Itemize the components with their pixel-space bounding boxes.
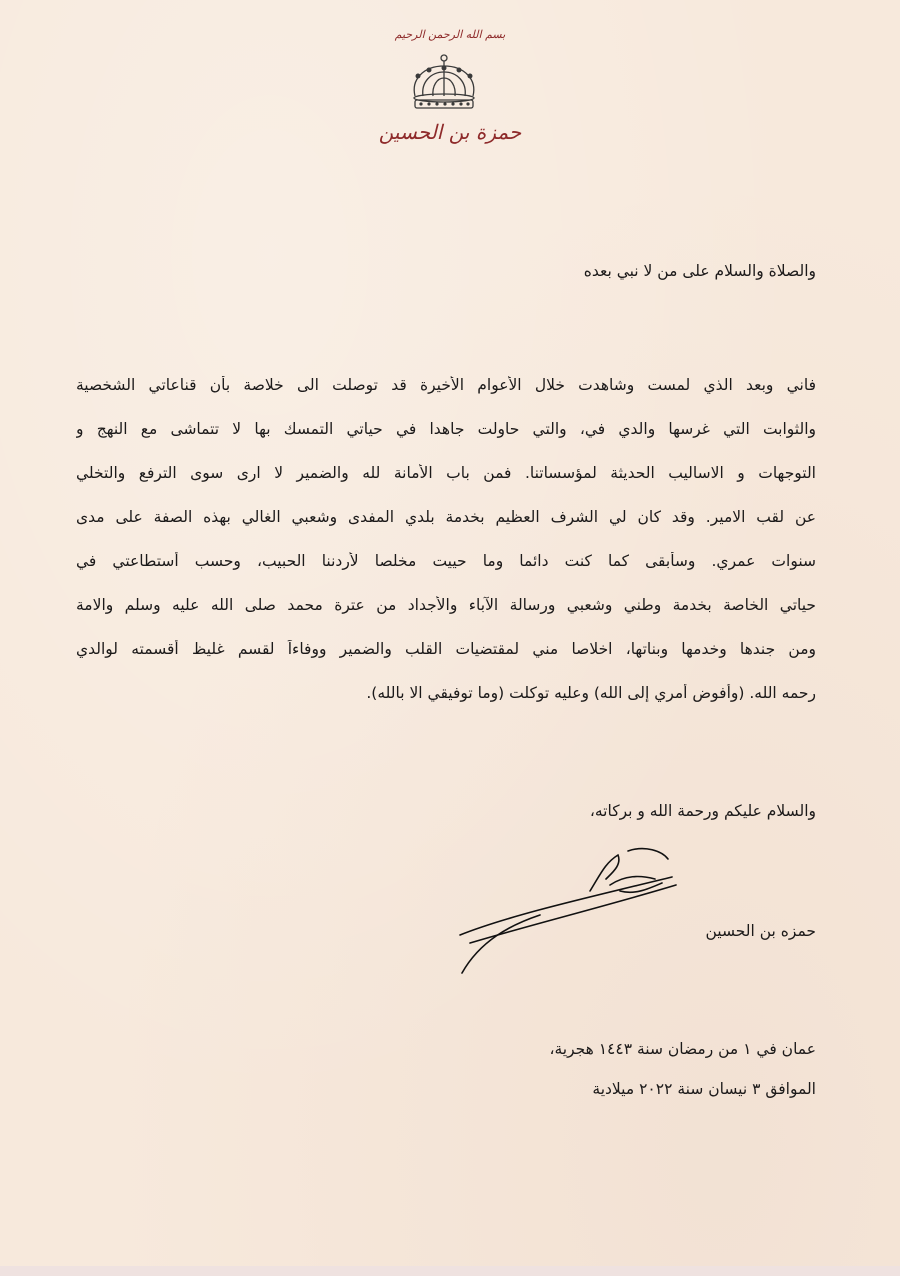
date-gregorian: الموافق ٣ نيسان سنة ٢٠٢٢ ميلادية [592,1080,816,1098]
letterhead-name-calligraphy: حمزة بن الحسين [378,120,522,144]
body-line: سنوات عمري. وسأبقى كما كنت دائما وما حييت مخلصا لأردننا الحبيب، وحسب أستطاعتي في [76,552,816,570]
basmala-calligraphy: بسم الله الرحمن الرحيم [394,28,506,41]
body-line: والثوابت التي غرسها والدي في، والتي حاولت جاهدا في حياتي التمسك بها لا تتماشى مع النهج و [76,420,816,438]
body-line: حياتي الخاصة بخدمة وطني وشعبي ورسالة الآباء والأجداد من عترة محمد صلى الله عليه وسلم والامة [76,596,816,614]
body-line: ومن جندها وخدمها وبناتها، اخلاصا مني لمقتضيات القلب والضمير ووفاءاً لقسم غليظ أقسمته لوالدي [76,640,816,658]
closing-line: والسلام عليكم ورحمة الله و بركاته، [589,802,816,820]
body-line: عن لقب الامير. وقد كان لي الشرف العظيم بخدمة بلدي المفدى وشعبي الغالي بهذه الصفة على مدى [76,508,816,526]
page-bottom-edge [0,1266,900,1276]
handwritten-signature [440,845,680,985]
greeting-line: والصلاة والسلام على من لا نبي بعده [583,262,816,280]
signatory-name: حمزه بن الحسين [705,922,816,940]
body-line: رحمه الله. (وأفوض أمري إلى الله) وعليه توكلت (وما توفيقي الا بالله). [366,684,816,702]
body-line: فاني وبعد الذي لمست وشاهدت خلال الأعوام الأخيرة قد توصلت الى خلاصة بأن قناعاتي الشخصية [76,376,816,394]
body-line: التوجهات و الاساليب الحديثة لمؤسساتنا. فمن باب الأمانة لله والضمير لا ارى سوى الترفع والتخلي [76,464,816,482]
letterhead [0,0,900,170]
crown-emblem-icon [405,52,483,116]
date-hijri: عمان في ١ من رمضان سنة ١٤٤٣ هجرية، [549,1040,816,1058]
